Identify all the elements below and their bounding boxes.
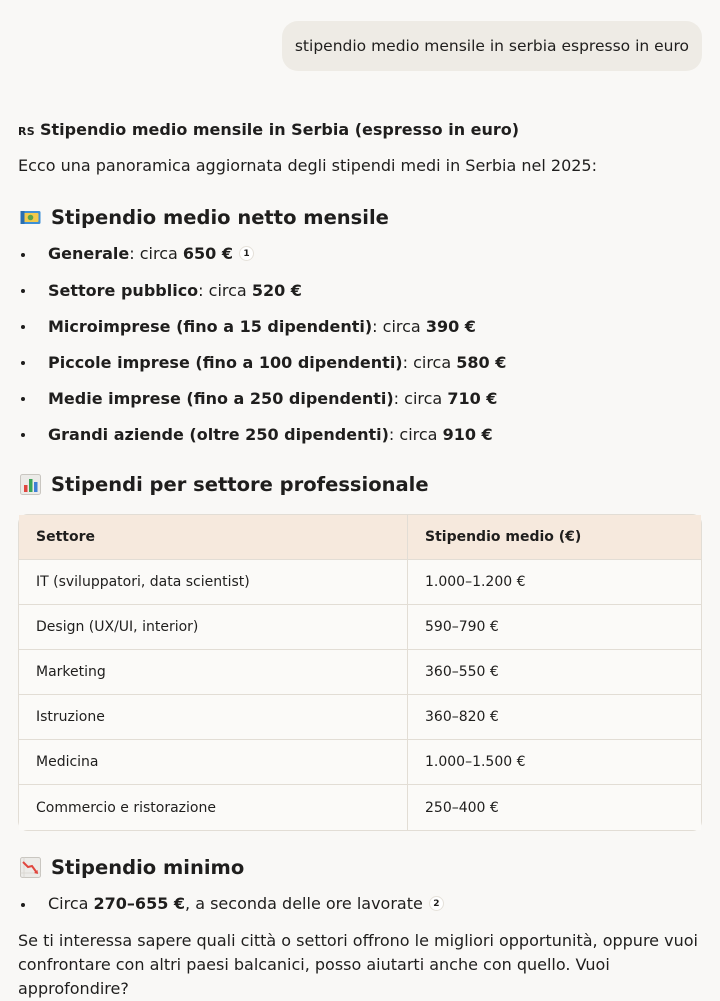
table-cell: 1.000–1.500 € bbox=[408, 740, 701, 785]
item-value: 650 € bbox=[182, 243, 233, 263]
list-item: Microimprese (fino a 15 dipendenti): circa 390 € bbox=[18, 308, 506, 344]
table-header-row bbox=[19, 515, 701, 560]
table-row bbox=[19, 605, 701, 650]
salary-table bbox=[18, 514, 702, 831]
item-label: Medie imprese (fino a 250 dipendenti) bbox=[48, 388, 394, 408]
user-message-text: stipendio medio mensile in serbia espresso in euro bbox=[294, 37, 689, 55]
item-value: 520 € bbox=[251, 280, 302, 300]
table-row bbox=[19, 695, 701, 740]
table-cell: 360–820 € bbox=[408, 695, 701, 740]
chart-decreasing-icon bbox=[20, 857, 41, 878]
item-value: 710 € bbox=[447, 388, 498, 408]
item-value: 390 € bbox=[425, 316, 476, 336]
section-heading-sector-text: Stipendi per settore professionale bbox=[51, 473, 429, 496]
bar-chart-icon bbox=[20, 474, 41, 495]
table-cell: 250–400 € bbox=[408, 785, 701, 830]
table-cell: Marketing bbox=[19, 650, 408, 695]
table-row bbox=[19, 560, 701, 605]
list-item: Piccole imprese (fino a 100 dipendenti): circa 580 € bbox=[18, 344, 506, 380]
item-label: Piccole imprese (fino a 100 dipendenti) bbox=[48, 352, 403, 372]
table-row bbox=[19, 740, 701, 785]
response-title bbox=[18, 120, 519, 139]
section-heading-net-text: Stipendio medio netto mensile bbox=[51, 206, 389, 229]
list-item: Settore pubblico: circa 520 € bbox=[18, 272, 506, 308]
item-value: 270–655 € bbox=[93, 893, 186, 913]
table-cell: Istruzione bbox=[19, 695, 408, 740]
table-cell: Commercio e ristorazione bbox=[19, 785, 408, 830]
net-salary-list bbox=[18, 236, 506, 452]
table-cell: 360–550 € bbox=[408, 650, 701, 695]
list-item: Medie imprese (fino a 250 dipendenti): circa 710 € bbox=[18, 380, 506, 416]
section-heading-net bbox=[20, 206, 389, 229]
list-item: Generale: circa 650 € 1 bbox=[18, 236, 506, 272]
table-cell: IT (sviluppatori, data scientist) bbox=[19, 560, 408, 605]
item-label: Settore pubblico bbox=[48, 280, 199, 300]
min-salary-list bbox=[18, 886, 444, 922]
user-message-bubble bbox=[282, 21, 702, 71]
citation-badge[interactable]: 2 bbox=[429, 896, 444, 911]
item-value: 580 € bbox=[456, 352, 507, 372]
list-item: Circa 270–655 €, a seconda delle ore lavorate 2 bbox=[18, 886, 444, 922]
response-outro: Se ti interessa sapere quali città o settori offrono le migliori opportunità, oppure vuoi confrontare con altri paesi balcanici, posso aiutarti anche con quello. Vuoi approfondire? bbox=[18, 931, 698, 998]
list-item: Grandi aziende (oltre 250 dipendenti): circa 910 € bbox=[18, 416, 506, 452]
table-cell: Medicina bbox=[19, 740, 408, 785]
table-row bbox=[19, 785, 701, 830]
item-label: Microimprese (fino a 15 dipendenti) bbox=[48, 316, 373, 336]
table-header-sector: Settore bbox=[19, 515, 408, 560]
table-cell: 590–790 € bbox=[408, 605, 701, 650]
response-title-text: Stipendio medio mensile in Serbia (espresso in euro) bbox=[40, 120, 520, 139]
table-cell: Design (UX/UI, interior) bbox=[19, 605, 408, 650]
item-value: 910 € bbox=[442, 424, 493, 444]
section-heading-min-text: Stipendio minimo bbox=[51, 856, 245, 879]
section-heading-sector bbox=[20, 473, 429, 496]
serbia-flag-icon: RS bbox=[18, 125, 35, 138]
table-cell: 1.000–1.200 € bbox=[408, 560, 701, 605]
response-intro: Ecco una panoramica aggiornata degli stipendi medi in Serbia nel 2025: bbox=[18, 156, 597, 175]
item-label: Generale bbox=[48, 243, 130, 263]
table-header-salary: Stipendio medio (€) bbox=[408, 515, 701, 560]
item-label: Grandi aziende (oltre 250 dipendenti) bbox=[48, 424, 389, 444]
section-heading-min bbox=[20, 856, 244, 879]
citation-badge[interactable]: 1 bbox=[239, 246, 254, 261]
table-row bbox=[19, 650, 701, 695]
money-icon bbox=[20, 207, 41, 228]
